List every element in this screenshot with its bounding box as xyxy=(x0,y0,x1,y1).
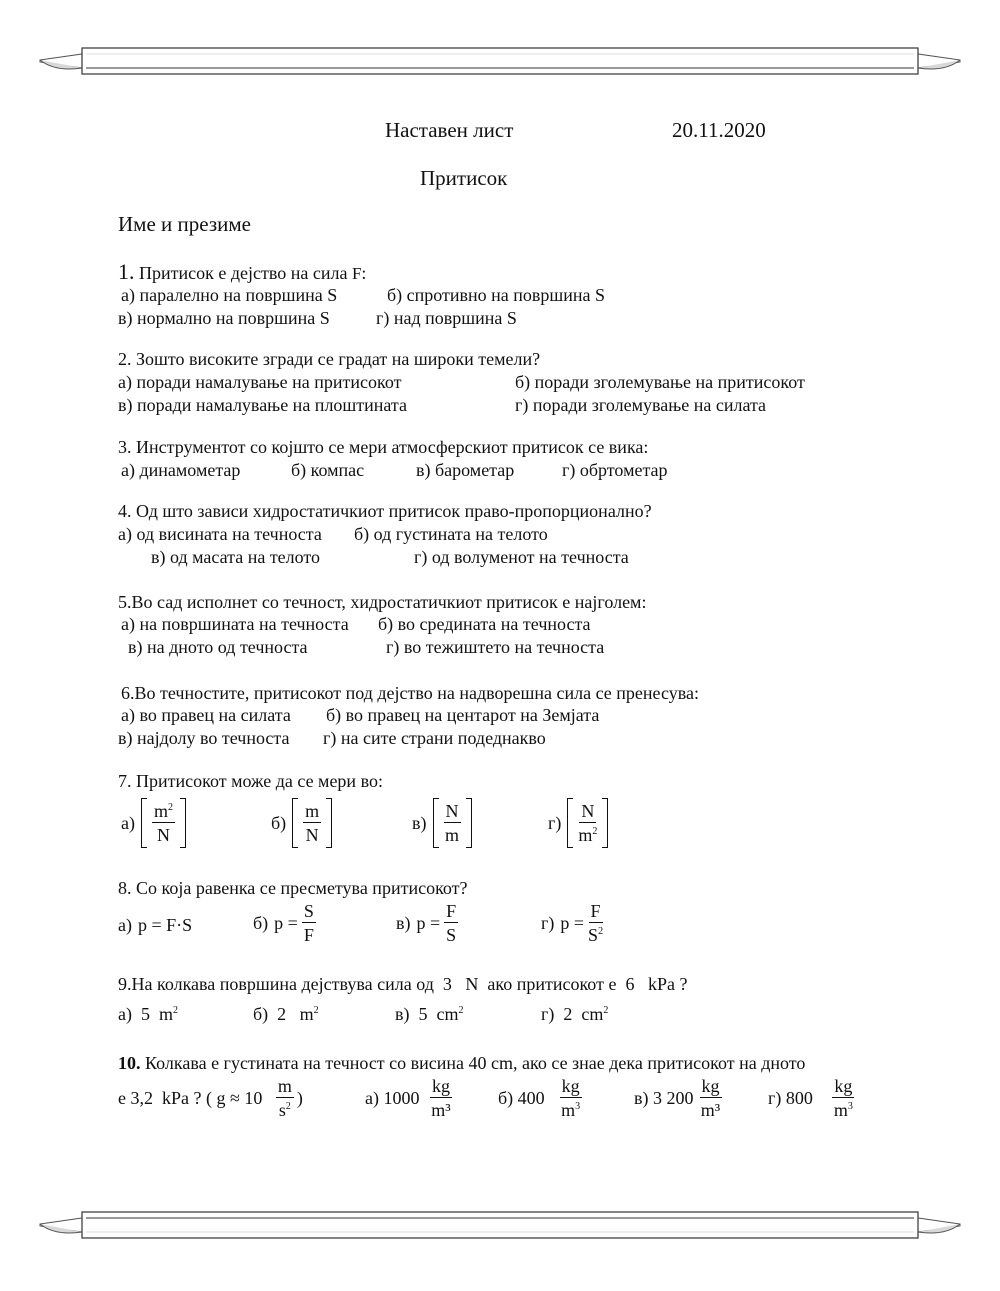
formula-fraction: $\frac{F}{S}$ xyxy=(446,901,457,945)
question-10-option-c: в) 3 200 $\frac{kg}{\text{m³}}$ xyxy=(634,1076,721,1120)
question-4-option-c: в) од масата на телото xyxy=(151,547,321,567)
question-2-option-d: г) поради зголемување на силата xyxy=(515,395,767,415)
question-3-option-a: а) динамометар xyxy=(121,460,241,480)
unit-bracket: $\frac{N}{m}$ xyxy=(433,798,472,848)
question-8-option-c: в) p = $\frac{F}{S}$ xyxy=(396,901,457,945)
question-2-option-b: б) поради зголемување на притисокот xyxy=(515,372,805,392)
formula-fraction: $\frac{m}{s^2}$ xyxy=(277,1076,292,1120)
formula-fraction: $\frac{kg}{\text{m³}}$ xyxy=(431,1076,451,1120)
formula-fraction: $\frac{F}{S^2}$ xyxy=(588,901,604,945)
formula: p = F·S xyxy=(137,914,193,935)
question-5-option-a: а) на површината на течноста xyxy=(121,614,349,634)
question-1-number: 1. xyxy=(118,259,135,284)
question-5-text: 5.Во сад исполнет со течност, хидростатичкиот притисок е најголем: xyxy=(118,592,647,612)
worksheet-title: Наставен лист xyxy=(385,118,514,142)
question-7-option-d: г) $\frac{N}{m^2}$ xyxy=(548,798,608,848)
question-1-option-a: а) паралелно на површина S xyxy=(121,285,338,305)
formula-fraction: $\frac{kg}{m^3}$ xyxy=(561,1076,581,1120)
question-7-option-c: в) $\frac{N}{m}$ xyxy=(412,798,472,848)
formula-fraction: $\frac{kg}{\text{m³}}$ xyxy=(700,1076,721,1120)
formula-fraction: $\frac{kg}{m^3}$ xyxy=(833,1076,853,1120)
name-label: Име и презиме xyxy=(118,212,251,236)
question-10-text: 10. Колкава е густината на течност со висина 40 cm, ако се знае дека притисокот на дното xyxy=(118,1053,806,1073)
question-6-option-b: б) во правец на центарот на Земјата xyxy=(326,705,600,725)
question-3-option-b: б) компас xyxy=(291,460,365,480)
question-8-text: 8. Со која равенка се пресметува притисокот? xyxy=(118,878,468,898)
unit-bracket: $\frac{m}{N}$ xyxy=(292,798,332,848)
question-10-option-a: а) 1000 $\frac{kg}{\text{m³}}$ xyxy=(365,1076,451,1120)
question-5-option-c: в) на дното од течноста xyxy=(128,637,308,657)
question-9-option-d: г) 2 $cm^2$ xyxy=(541,1004,609,1024)
question-10-option-b: б) 400 $\frac{kg}{m^3}$ xyxy=(498,1076,581,1120)
question-7-option-b: б) $\frac{m}{N}$ xyxy=(271,798,332,848)
question-8-option-b: б) p = $\frac{S}{F}$ xyxy=(253,901,314,945)
question-1-option-d: г) над површина S xyxy=(376,308,517,328)
question-4-option-b: б) од густината на телото xyxy=(354,524,548,544)
formula-fraction: $\frac{S}{F}$ xyxy=(303,901,314,945)
question-6-text: 6.Во течностите, притисокот под дејство на надворешна сила се пренесува: xyxy=(121,683,699,703)
question-3-option-c: в) барометар xyxy=(416,460,515,480)
question-1-option-b: б) спротивно на површина S xyxy=(387,285,606,305)
question-6-option-a: а) во правец на силата xyxy=(121,705,291,725)
question-9-text: 9.На колкава површина дејствува сила од 3 N ако притисокот е 6 kPa ? xyxy=(118,974,688,994)
question-4-text: 4. Од што зависи хидростатичкиот притисок право-пропорционално? xyxy=(118,501,652,521)
question-1-text: 1. Притисок е дејство на сила F: xyxy=(118,259,367,284)
question-7-text: 7. Притисокот може да се мери во: xyxy=(118,771,383,791)
question-10-option-d: г) 800 $\frac{kg}{m^3}$ xyxy=(768,1076,853,1120)
question-4-option-d: г) од волуменот на течноста xyxy=(414,547,629,567)
worksheet-subject: Притисок xyxy=(420,166,508,190)
question-9-option-a: а) 5 $m^2$ xyxy=(118,1004,178,1024)
question-5-option-d: г) во тежиштето на течноста xyxy=(386,637,605,657)
question-2-option-a: а) поради намалување на притисокот xyxy=(118,372,402,392)
question-10-number: 10. xyxy=(118,1053,141,1073)
question-3-text: 3. Инструментот со којшто се мери атмосферскиот притисок се вика: xyxy=(118,437,649,457)
question-2-option-c: в) поради намалување на плоштината xyxy=(118,395,408,415)
question-1-option-c: в) нормално на површина S xyxy=(118,308,330,328)
top-scroll-border xyxy=(0,38,1000,88)
question-10-given: е 3,2 kPa ? ( g ≈ 10 $\frac{m}{s^2}$ ) xyxy=(118,1076,303,1120)
question-4-option-a: а) од висината на течноста xyxy=(118,524,322,544)
question-9-option-b: б) 2 $m^2$ xyxy=(253,1004,319,1024)
unit-bracket: $\frac{m^2}{N}$ xyxy=(141,798,186,848)
worksheet-date: 20.11.2020 xyxy=(672,118,766,142)
question-2-text: 2. Зошто високите згради се градат на широки темели? xyxy=(118,349,541,369)
question-7-option-a: а) $\frac{m^2}{N}$ xyxy=(121,798,186,848)
question-8-option-a: а) p = F·S xyxy=(118,914,193,935)
bottom-scroll-border xyxy=(0,1202,1000,1252)
question-8-option-d: г) p = $\frac{F}{S^2}$ xyxy=(541,901,604,945)
question-6-option-c: в) најдолу во течноста xyxy=(118,728,290,748)
question-3-option-d: г) обртометар xyxy=(562,460,668,480)
question-5-option-b: б) во средината на течноста xyxy=(378,614,591,634)
question-6-option-d: г) на сите страни подеднакво xyxy=(323,728,546,748)
question-9-option-c: в) 5 $cm^2$ xyxy=(395,1004,464,1024)
unit-bracket: $\frac{N}{m^2}$ xyxy=(567,798,608,848)
